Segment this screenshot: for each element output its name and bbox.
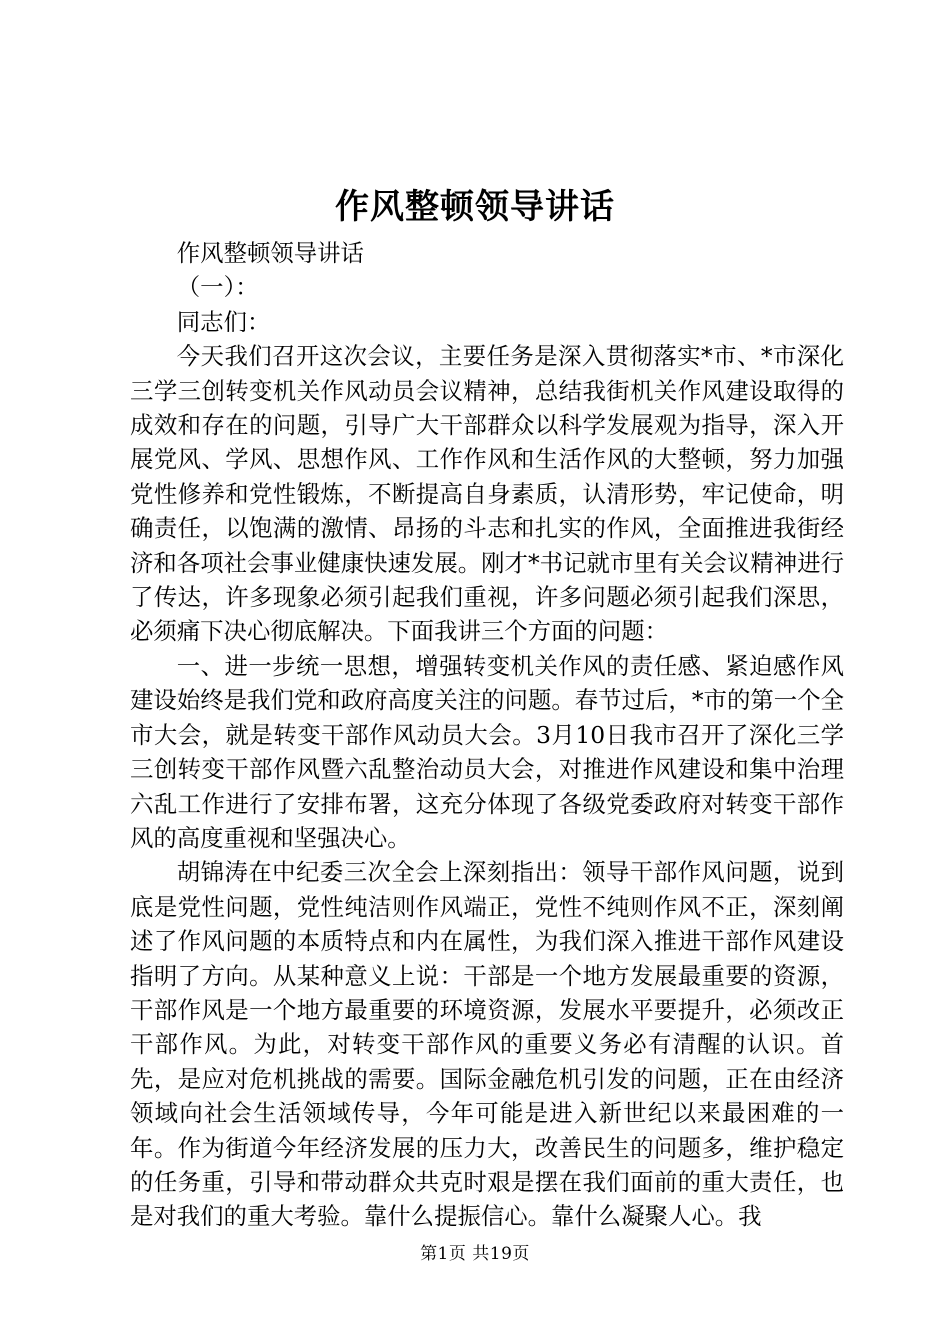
paragraph-section-one: 一、进一步统一思想，增强转变机关作风的责任感、紧迫感作风建设始终是我们党和政府高度关注的问题。春节过后，*市的第一个全市大会，就是转变干部作风动员大会。3月10日我市召开了深化三学三创转变干部作风暨六乱整治动员大会，对推进作风建设和集中治理六乱工作进行了安排布署，这充分体现了各级党委政府对转变干部作风的高度重视和坚强决心。 <box>130 651 844 852</box>
document-title: 作风整顿领导讲话 <box>335 187 615 227</box>
paragraph-salutation: 同志们： <box>176 307 271 336</box>
paragraph-opening: 今天我们召开这次会议，主要任务是深入贯彻落实*市、*市深化三学三创转变机关作风动员会议精神，总结我街机关作风建设取得的成效和存在的问题，引导广大干部群众以科学发展观为指导，深入开展党风、学风、思想作风、工作作风和生活作风的大整顿，努力加强党性修养和党性锻炼，不断提高自身素质，认清形势，牢记使命，明确责任，以饱满的激情、昂扬的斗志和扎实的作风，全面推进我街经济和各项社会事业健康快速发展。刚才*书记就市里有关会议精神进行了传达，许多现象必须引起我们重视，许多问题必须引起我们深思，必须痛下决心彻底解决。下面我讲三个方面的问题： <box>130 342 844 646</box>
paragraph-subtitle: 作风整顿领导讲话 <box>176 239 364 267</box>
document-body <box>130 236 844 1234</box>
page-number-footer: 第1页 共19页 <box>420 1244 530 1264</box>
paragraph-hu-jintao-quote: 胡锦涛在中纪委三次全会上深刻指出：领导干部作风问题，说到底是党性问题，党性纯洁则作风端正，党性不纯则作风不正，深刻阐述了作风问题的本质特点和内在属性，为我们深入推进干部作风建设指明了方向。从某种意义上说：干部是一个地方发展最重要的资源，干部作风是一个地方最重要的环境资源，发展水平要提升，必须改正干部作风。为此，对转变干部作风的重要义务必有清醒的认识。首先，是应对危机挑战的需要。国际金融危机引发的问题，正在由经济领域向社会生活领域传导，今年可能是进入新世纪以来最困难的一年。作为街道今年经济发展的压力大，改善民生的问题多，维护稳定的任务重，引导和带动群众共克时艰是摆在我们面前的重大责任，也是对我们的重大考验。靠什么提振信心。靠什么凝聚人心。我 <box>130 858 844 1231</box>
paragraph-section-marker: （一）： <box>176 273 259 302</box>
